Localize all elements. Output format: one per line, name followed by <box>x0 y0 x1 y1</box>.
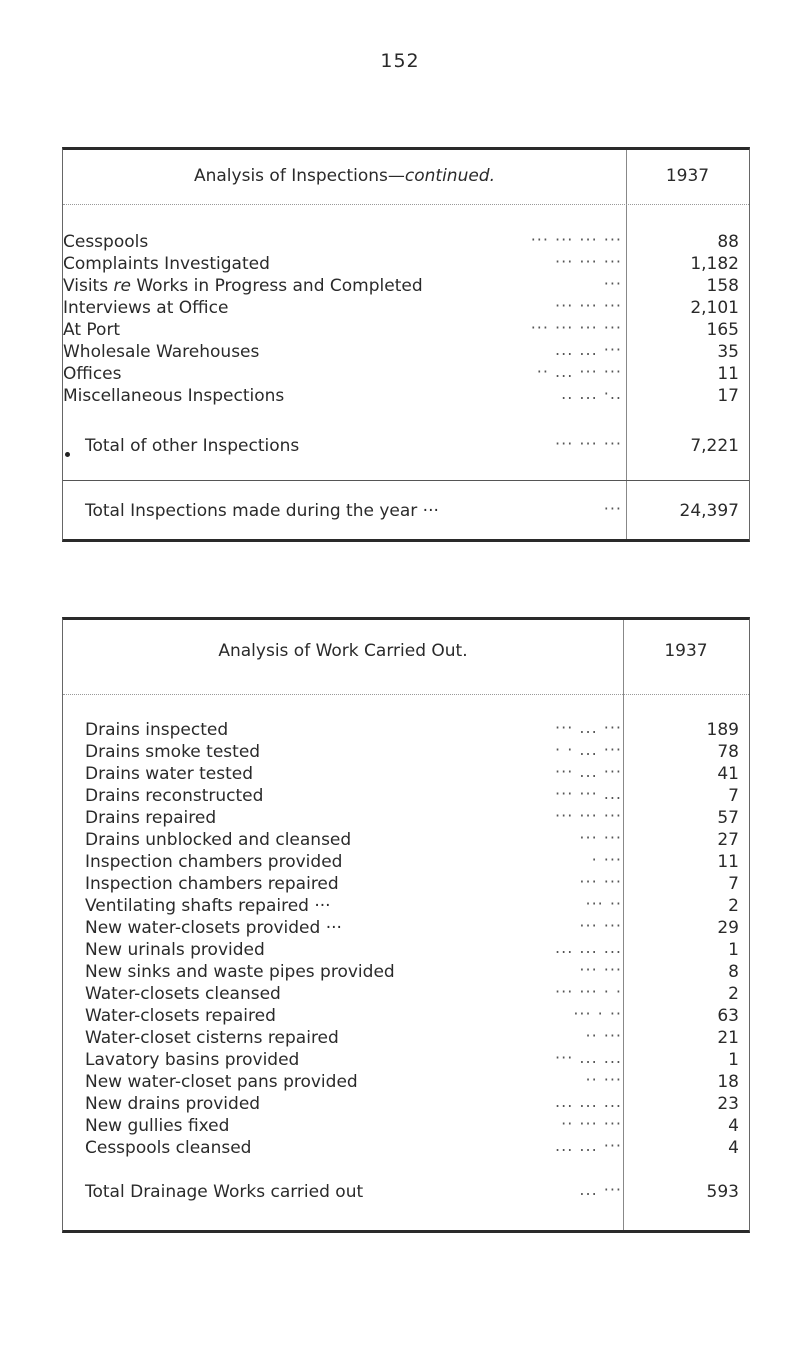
table-row: Cesspools ··· ··· ··· ··· 88 <box>63 230 739 252</box>
total-rule <box>63 480 749 481</box>
table-row: New sinks and waste pipes provided ··· ··· 8 <box>85 960 739 982</box>
table-row: At Port ··· ··· ··· ··· 165 <box>63 318 739 340</box>
table-row: Wholesale Warehouses ... ... ··· 35 <box>63 340 739 362</box>
page-number: 152 <box>380 50 420 72</box>
table-row: Water-closets repaired ··· · ·· 63 <box>85 1004 739 1026</box>
table-row: New urinals provided ... ... ... 1 <box>85 938 739 960</box>
table-row: Drains smoke tested · · ... ··· 78 <box>85 740 739 762</box>
table-row: Complaints Investigated ··· ··· ··· 1,182 <box>63 252 739 274</box>
table-title: Analysis of Work Carried Out. <box>218 641 468 661</box>
table-row: Water-closet cisterns repaired ·· ··· 21 <box>85 1026 739 1048</box>
table-row: Drains reconstructed ··· ··· ... 7 <box>85 784 739 806</box>
year-header: 1937 <box>665 166 710 186</box>
table-row: New water-closet pans provided ·· ··· 18 <box>85 1070 739 1092</box>
table-row: Drains repaired ··· ··· ··· 57 <box>85 806 739 828</box>
table-row: New drains provided ... ... ... 23 <box>85 1092 739 1114</box>
total-other-row: Total of other Inspections ··· ··· ··· 7,221 <box>85 434 739 456</box>
table-row: Drains unblocked and cleansed ··· ··· 27 <box>85 828 739 850</box>
grand-total-row: Total Inspections made during the year ··· ··· 24,397 <box>85 499 739 521</box>
table-row: New water-closets provided ··· ··· ··· 29 <box>85 916 739 938</box>
table-row: Inspection chambers repaired ··· ··· 7 <box>85 872 739 894</box>
table-row: Inspection chambers provided · ··· 11 <box>85 850 739 872</box>
table-title: Analysis of Inspections—continued. <box>193 166 496 186</box>
table-row: New gullies fixed ·· ··· ··· 4 <box>85 1114 739 1136</box>
table-header <box>63 620 749 695</box>
table-row: Water-closets cleansed ··· ··· · · 2 <box>85 982 739 1004</box>
work-table <box>62 617 750 1233</box>
table-row: Interviews at Office ··· ··· ··· 2,101 <box>63 296 739 318</box>
table-row: Visits re Works in Progress and Completed ··· 158 <box>63 274 739 296</box>
table-row: Lavatory basins provided ··· ... ... 1 <box>85 1048 739 1070</box>
table-row: Drains water tested ··· ... ··· 41 <box>85 762 739 784</box>
year-header: 1937 <box>664 641 708 661</box>
table-row: Miscellaneous Inspections .. ... ·.. 17 <box>63 384 739 406</box>
table-row: Cesspools cleansed ... ... ··· 4 <box>85 1136 739 1158</box>
table-header <box>63 150 749 205</box>
table-row: Offices ·· ... ··· ··· 11 <box>63 362 739 384</box>
table-row: Drains inspected ··· ... ··· 189 <box>85 718 739 740</box>
table-row: Ventilating shafts repaired ··· ··· ·· 2 <box>85 894 739 916</box>
inspections-table <box>62 147 750 542</box>
total-row: Total Drainage Works carried out ... ··· 593 <box>85 1180 739 1202</box>
